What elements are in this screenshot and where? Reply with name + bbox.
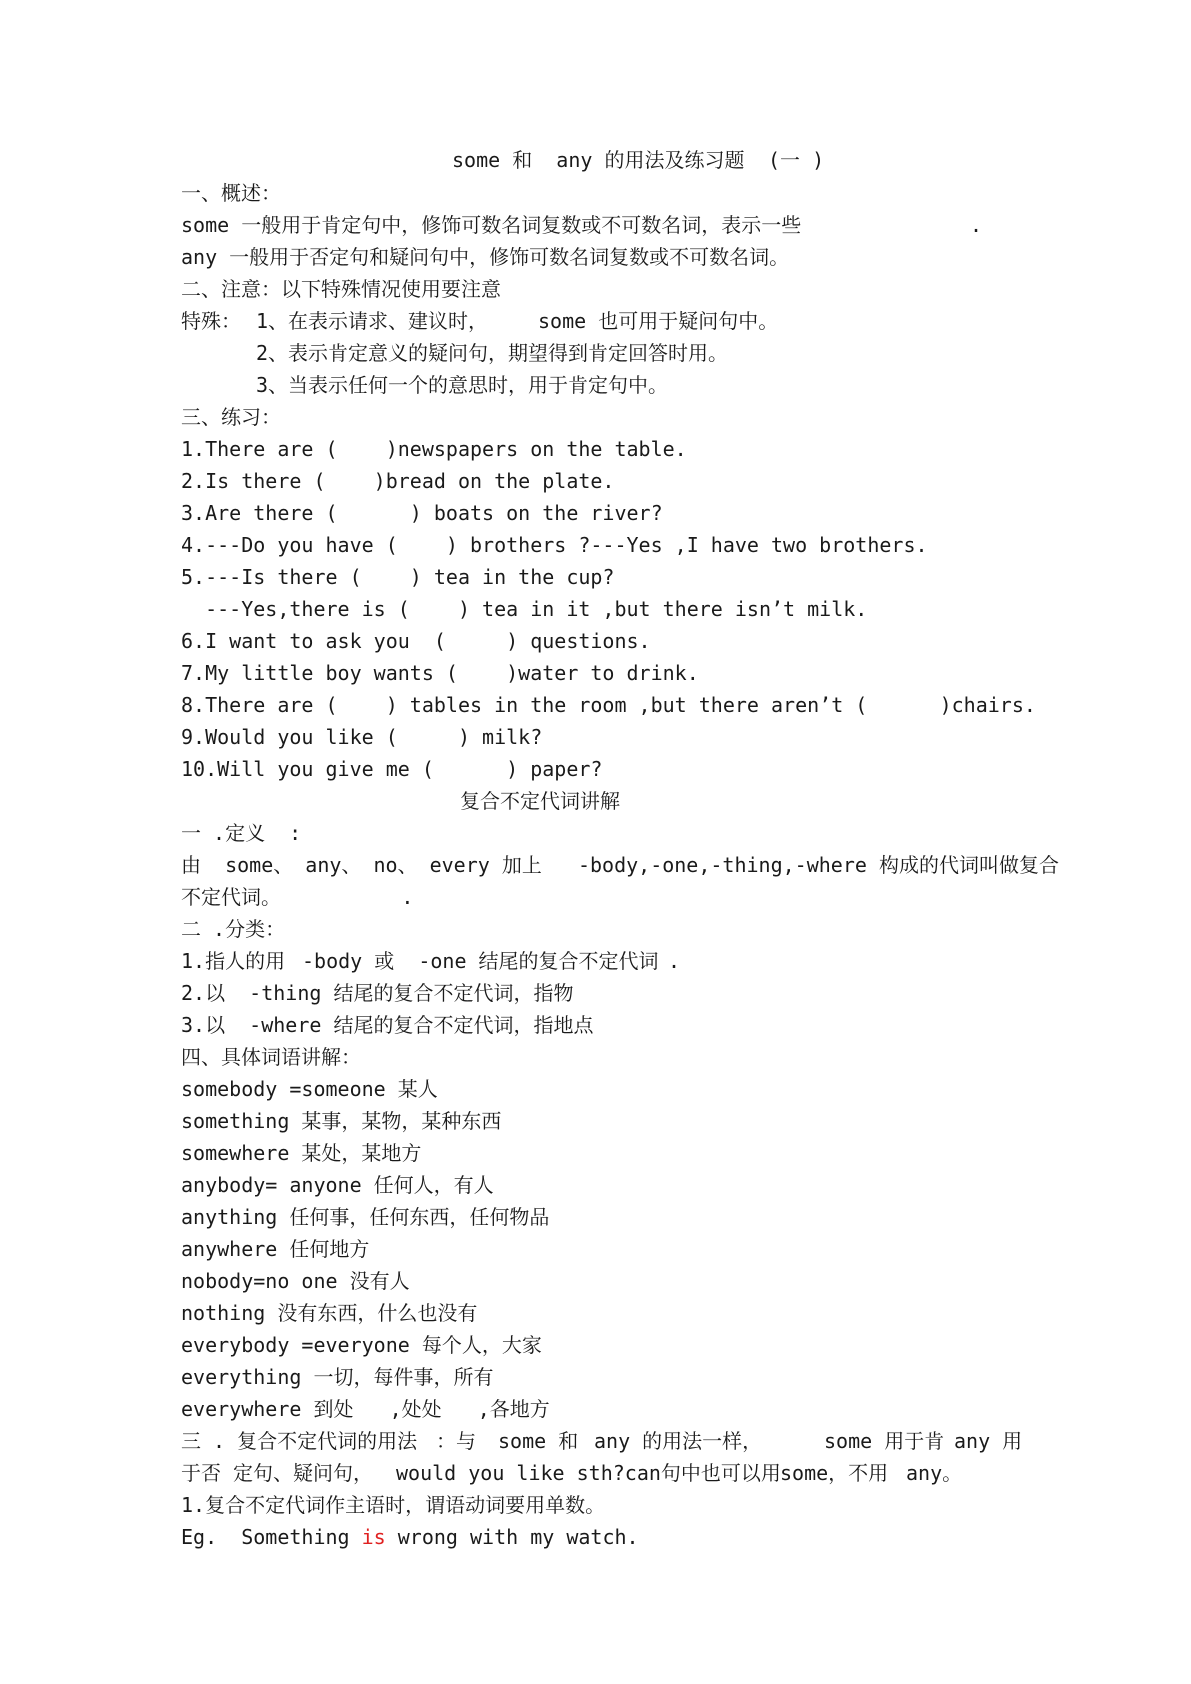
word-entry: somewhere 某处，某地方: [181, 1141, 422, 1165]
exercise-item: 7.My little boy wants ( )water to drink.: [181, 661, 699, 685]
classification-1: 1.指人的用: [181, 949, 286, 973]
exercise-item: 4.---Do you have ( ) brothers ?---Yes ,I have two brothers.: [181, 533, 928, 557]
rule-some-period: .: [970, 213, 983, 237]
classification-1-detail: -body 或 -one 结尾的复合不定代词: [302, 949, 659, 973]
example-text-before: Eg. Something: [181, 1525, 362, 1549]
usage-heading-part: any 用: [954, 1429, 1023, 1453]
word-entry: everywhere 到处 ,处处 ,各地方: [181, 1397, 550, 1421]
definition-text-continued: 不定代词。 .: [181, 885, 414, 909]
title-part-number: (一 ): [768, 148, 825, 172]
special-case-1-detail: some 也可用于疑问句中。: [538, 309, 779, 333]
exercise-item: 8.There are ( ) tables in the room ,but there aren’t ( )chairs.: [181, 693, 1036, 717]
exercise-item: 2.Is there ( )bread on the plate.: [181, 469, 615, 493]
section-heading-notes: 二、注意：以下特殊情况使用要注意: [181, 277, 501, 301]
word-entry: everything 一切，每件事，所有: [181, 1365, 494, 1389]
special-label: 特殊：: [181, 309, 241, 333]
example-text-after: wrong with my watch.: [385, 1525, 639, 1549]
page-title: some 和 any 的用法及练习题: [452, 148, 745, 172]
exercise-item: 6.I want to ask you ( ) questions.: [181, 629, 651, 653]
word-entry: anywhere 任何地方: [181, 1237, 370, 1261]
word-entry: somebody =someone 某人: [181, 1077, 438, 1101]
exercise-item: ---Yes,there is ( ) tea in it ,but there isn’t milk.: [181, 597, 868, 621]
exercise-item: 9.Would you like ( ) milk?: [181, 725, 543, 749]
usage-line-2-part: would you like sth?can句中也可以用: [396, 1461, 781, 1485]
usage-heading-part: some 用于肯: [824, 1429, 945, 1453]
example-highlighted-verb: is: [361, 1525, 386, 1549]
usage-heading-part: ：与: [436, 1429, 476, 1453]
usage-line-2: 于否 定句、疑问句，: [181, 1461, 374, 1485]
special-case-2: 2、表示肯定意义的疑问句，期望得到肯定回答时用。: [256, 341, 729, 365]
exercise-item: 10.Will you give me ( ) paper?: [181, 757, 603, 781]
exercise-item: 1.There are ( )newspapers on the table.: [181, 437, 687, 461]
rule-any: any 一般用于否定句和疑问句中，修饰可数名词复数或不可数名词。: [181, 245, 790, 269]
usage-line-2-part: some，不用: [780, 1461, 889, 1485]
exercise-item: 5.---Is there ( ) tea in the cup?: [181, 565, 615, 589]
definition-text: 由 some、 any、 no、 every 加上 -body,-one,-thing,-where 构成的代词叫做复合: [181, 853, 1059, 877]
special-case-3: 3、当表示任何一个的意思时，用于肯定句中。: [256, 373, 669, 397]
special-case-1: 1、在表示请求、建议时，: [256, 309, 489, 333]
usage-rule-1: 1.复合不定代词作主语时，谓语动词要用单数。: [181, 1493, 606, 1517]
usage-line-2-part: any。: [906, 1461, 963, 1485]
usage-example: [181, 1524, 639, 1550]
usage-heading-part: some 和: [498, 1429, 579, 1453]
section-heading-overview: 一、概述：: [181, 181, 281, 205]
classification-label: 二 .分类：: [181, 917, 286, 941]
word-entry: anybody= anyone 任何人，有人: [181, 1173, 494, 1197]
section-heading-exercises: 三、练习：: [181, 405, 281, 429]
rule-some: some 一般用于肯定句中，修饰可数名词复数或不可数名词，表示一些: [181, 213, 802, 237]
word-entry: everybody =everyone 每个人，大家: [181, 1333, 542, 1357]
classification-3: 3.以 -where 结尾的复合不定代词，指地点: [181, 1013, 594, 1037]
word-entry: nobody=no one 没有人: [181, 1269, 410, 1293]
word-entry: anything 任何事，任何东西，任何物品: [181, 1205, 550, 1229]
word-entry: something 某事，某物，某种东西: [181, 1109, 502, 1133]
word-entry: nothing 没有东西，什么也没有: [181, 1301, 478, 1325]
usage-heading-part: any 的用法一样，: [594, 1429, 763, 1453]
section-heading-words: 四、具体词语讲解：: [181, 1045, 361, 1069]
classification-1-period: .: [668, 949, 681, 973]
classification-2: 2.以 -thing 结尾的复合不定代词，指物: [181, 981, 574, 1005]
usage-heading: 三 . 复合不定代词的用法: [181, 1429, 418, 1453]
section-heading-compound: 复合不定代词讲解: [460, 789, 620, 813]
definition-label: 一 .定义 :: [181, 821, 302, 845]
exercise-item: 3.Are there ( ) boats on the river?: [181, 501, 663, 525]
